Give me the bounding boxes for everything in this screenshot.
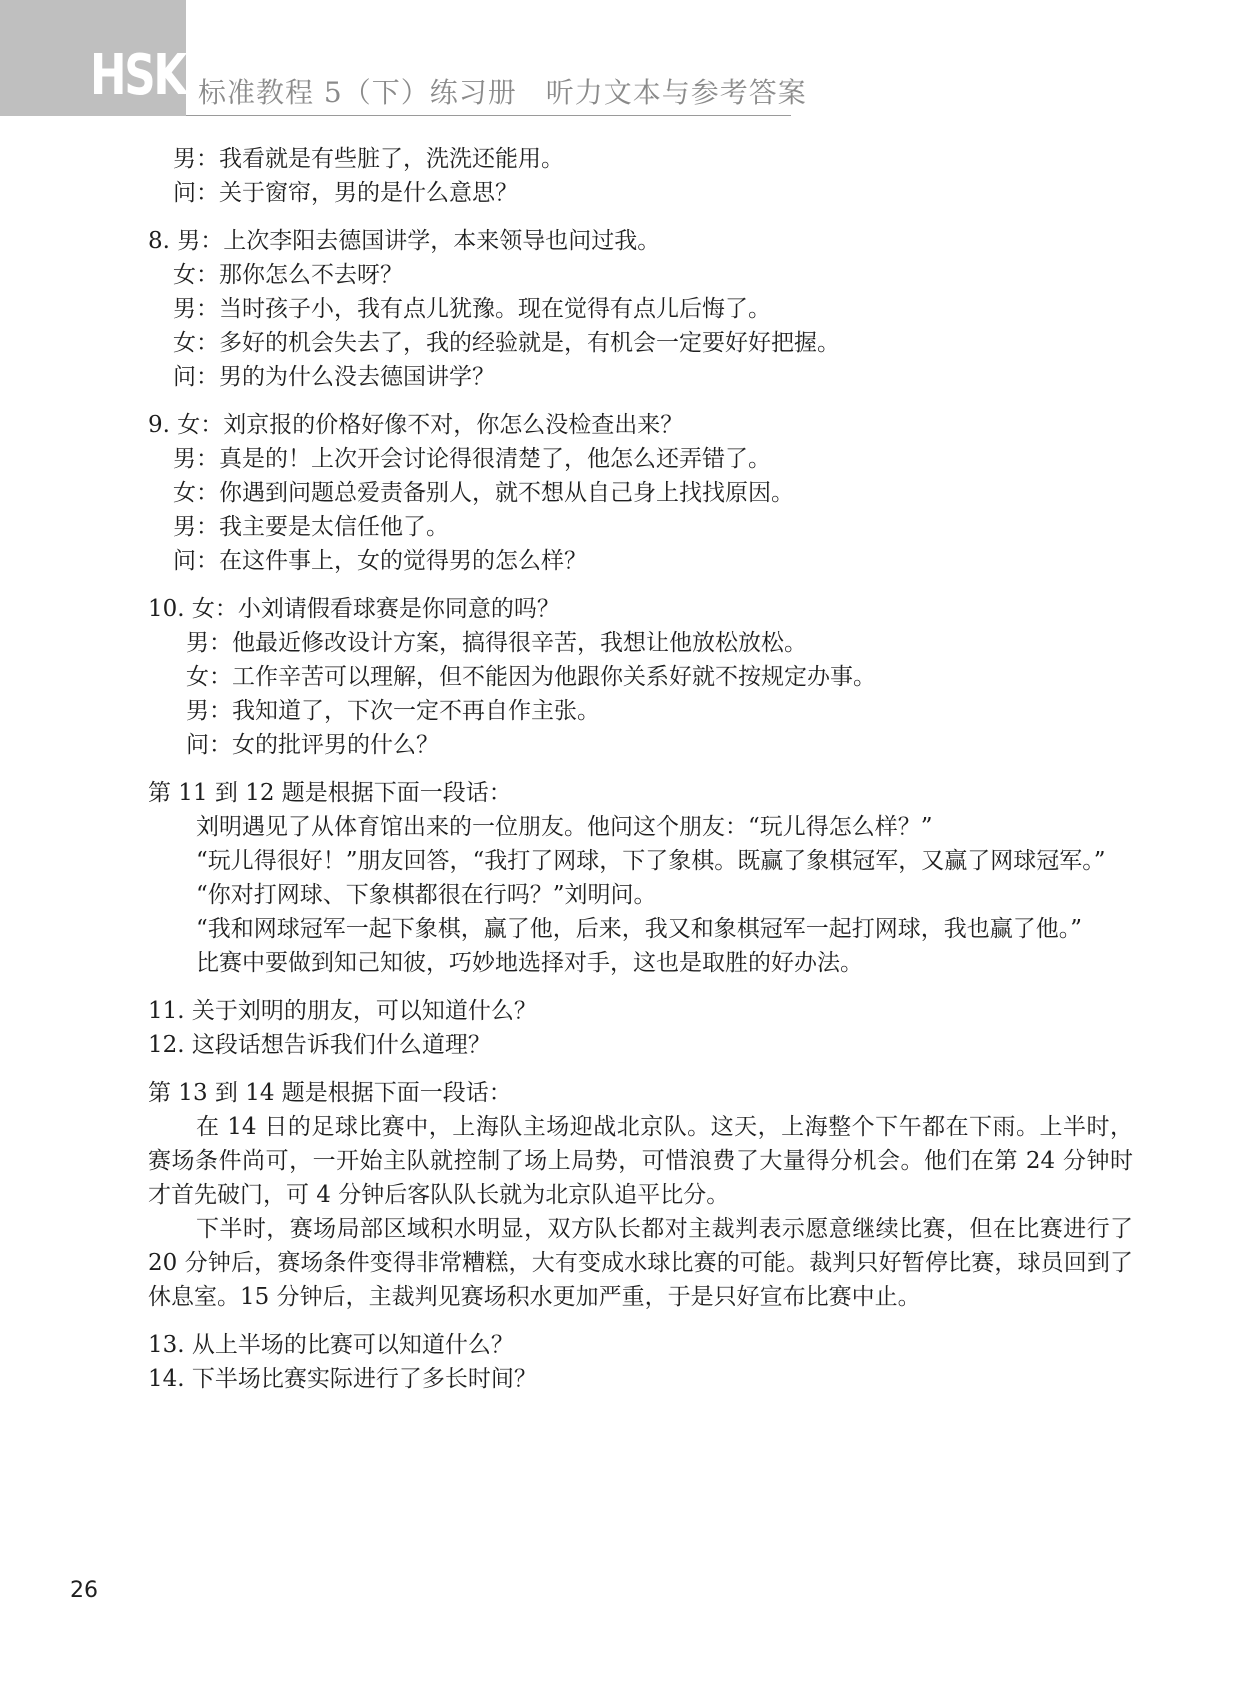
question-line: 问：女的批评男的什么？ [186,732,439,758]
dialogue-line: 女：多好的机会失去了，我的经验就是，有机会一定要好好把握。 [173,330,840,356]
dialogue-line: 男：他最近修改设计方案，搞得很辛苦，我想让他放松放松。 [186,630,807,656]
dialogue-line: 男：我主要是太信任他了。 [173,514,449,540]
question-10 [148,592,1133,762]
header-divider [186,115,791,116]
passage-11-12 [148,776,1133,1062]
passage-heading: 第 13 到 14 题是根据下面一段话： [148,1080,512,1106]
passage-paragraph: “玩儿得很好！”朋友回答，“我打了网球，下了象棋。既赢了象棋冠军，又赢了网球冠军。” [196,848,1106,874]
header-title: 标准教程 5（下）练习册 听力文本与参考答案 [198,76,807,109]
passage-paragraph: 下半时，赛场局部区域积水明显，双方队长都对主裁判表示愿意继续比赛，但在比赛进行了 20 分钟后，赛场条件变得非常糟糕，大有变成水球比赛的可能。裁判只好暂停比赛，球员回到了休息室。15 分钟后，主裁判见赛场积水更加严重，于是只好宣布比赛中止。 [148,1216,1133,1310]
dialogue-line: 女：工作辛苦可以理解，但不能因为他跟你关系好就不按规定办事。 [186,664,876,690]
question-line: 问：关于窗帘，男的是什么意思？ [173,180,518,206]
question-9 [148,408,1133,578]
question-line: 11. 关于刘明的朋友，可以知道什么？ [148,998,537,1024]
dialogue-line: 男：我看就是有些脏了，洗洗还能用。 [173,146,564,172]
question-8 [148,224,1133,394]
page-number: 26 [70,1578,98,1603]
dialogue-line: 9. 女：刘京报的价格好像不对，你怎么没检查出来？ [148,412,684,438]
dialogue-line: 女：你遇到问题总爱责备别人，就不想从自己身上找找原因。 [173,480,794,506]
dialogue-line: 男：我知道了，下次一定不再自作主张。 [186,698,600,724]
passage-paragraph: “我和网球冠军一起下象棋，赢了他，后来，我又和象棋冠军一起打网球，我也赢了他。” [196,916,1083,942]
dialogue-line: 女：那你怎么不去呀？ [173,262,403,288]
dialogue-line: 男：真是的！上次开会讨论得很清楚了，他怎么还弄错了。 [173,446,771,472]
question-line: 问：在这件事上，女的觉得男的怎么样？ [173,548,587,574]
dialogue-line: 8. 男：上次李阳去德国讲学，本来领导也问过我。 [148,228,661,254]
question-line: 问：男的为什么没去德国讲学？ [173,364,495,390]
header-badge [0,0,186,116]
question-line: 13. 从上半场的比赛可以知道什么？ [148,1332,514,1358]
dialogue-line: 10. 女：小刘请假看球赛是你同意的吗？ [148,596,560,622]
question-line: 12. 这段话想告诉我们什么道理？ [148,1032,491,1058]
passage-13-14 [148,1076,1133,1396]
passage-paragraph: “你对打网球、下象棋都很在行吗？”刘明问。 [196,882,657,908]
passage-paragraph: 比赛中要做到知己知彼，巧妙地选择对手，这也是取胜的好办法。 [196,950,863,976]
passage-paragraph: 刘明遇见了从体育馆出来的一位朋友。他问这个朋友：“玩儿得怎么样？” [196,814,933,840]
dialogue-line: 男：当时孩子小，我有点儿犹豫。现在觉得有点儿后悔了。 [173,296,771,322]
question-line: 14. 下半场比赛实际进行了多长时间？ [148,1366,537,1392]
brand-logo: HSK [90,43,185,108]
page-content [148,142,1133,1396]
passage-heading: 第 11 到 12 题是根据下面一段话： [148,780,512,806]
passage-paragraph: 在 14 日的足球比赛中，上海队主场迎战北京队。这天，上海整个下午都在下雨。上半时，赛场条件尚可，一开始主队就控制了场上局势，可惜浪费了大量得分机会。他们在第 24 分钟时才首先破门，可 4 分钟后客队队长就为北京队追平比分。 [148,1114,1133,1208]
